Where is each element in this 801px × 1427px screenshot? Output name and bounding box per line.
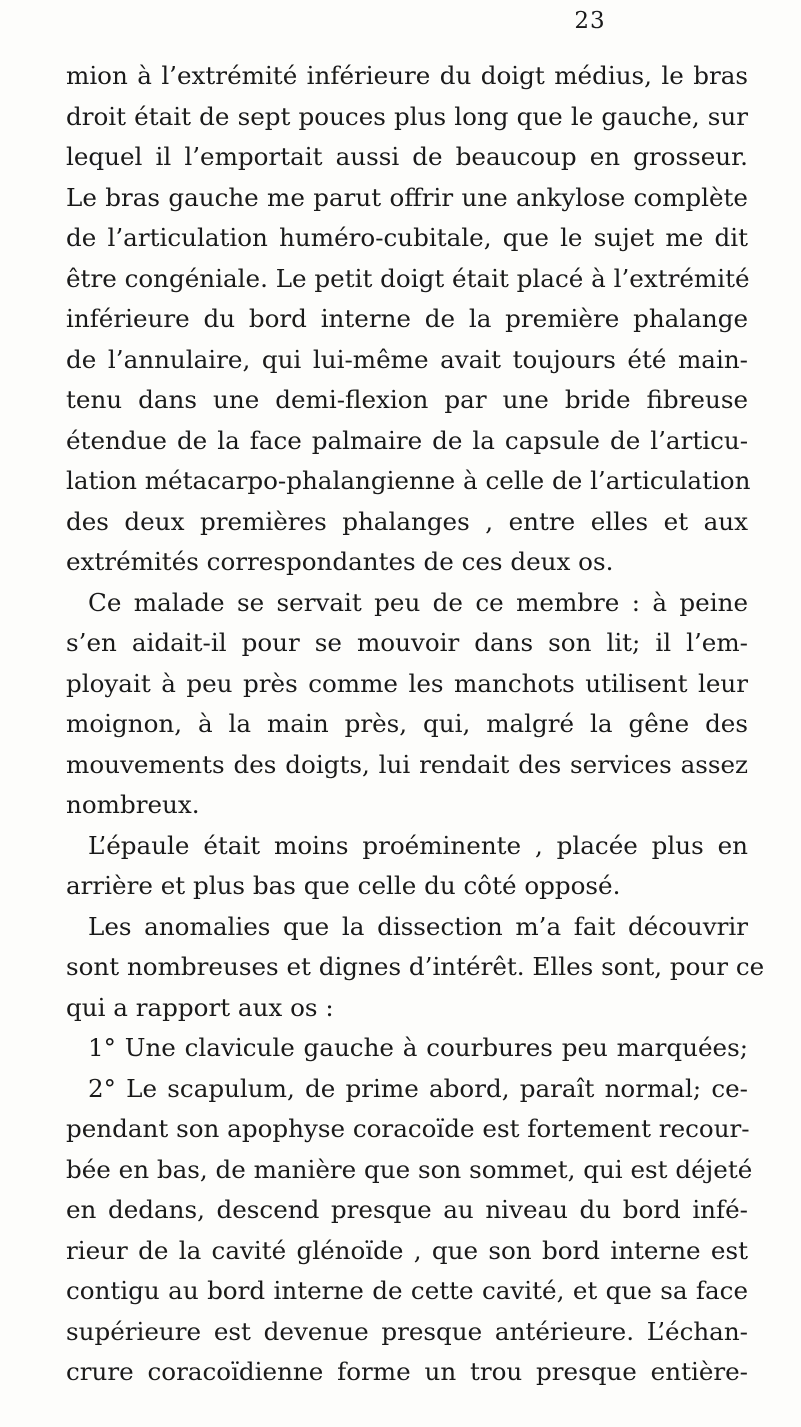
text-line: extrémités correspondantes de ces deux os. <box>66 547 614 576</box>
text-line: lation métacarpo-phalangienne à celle de l’articulation <box>66 466 751 495</box>
text-line: en dedans, descend presque au niveau du bord infé- <box>66 1195 748 1224</box>
text-line: supérieure est devenue presque antérieure. L’échan- <box>66 1316 748 1346</box>
text-line: 2° Le scapulum, de prime abord, paraît normal; ce- <box>88 1073 748 1103</box>
page-number: 23 <box>574 8 606 34</box>
text-line: sont nombreuses et dignes d’intérêt. Elles sont, pour ce <box>66 952 765 981</box>
text-line: étendue de la face palmaire de la capsule de l’articu- <box>66 425 748 455</box>
text-line: ployait à peu près comme les manchots utilisent leur <box>66 668 748 698</box>
text-line: bée en bas, de manière que son sommet, qui est déjeté <box>66 1154 753 1184</box>
text-line: Ce malade se servait peu de ce membre : à peine <box>88 587 748 617</box>
text-line: crure coracoïdienne forme un trou presque entière- <box>66 1357 748 1386</box>
text-line: tenu dans une demi-flexion par une bride fibreuse <box>66 385 748 414</box>
text-line: moignon, à la main près, qui, malgré la gêne des <box>66 709 748 738</box>
text-line: de l’articulation huméro-cubitale, que le sujet me dit <box>66 223 748 252</box>
text-line: Le bras gauche me parut offrir une ankylose complète <box>66 182 748 212</box>
text-line: contigu au bord interne de cette cavité, et que sa face <box>66 1276 748 1305</box>
text-line: droit était de sept pouces plus long que le gauche, sur <box>66 101 748 131</box>
text-line: s’en aidait-il pour se mouvoir dans son lit; il l’em- <box>66 628 748 657</box>
text-line: mion à l’extrémité inférieure du doigt médius, le bras <box>66 61 748 90</box>
text-line: rieur de la cavité glénoïde , que son bord interne est <box>66 1235 748 1265</box>
text-line: 1° Une clavicule gauche à courbures peu marquées; <box>88 1033 748 1062</box>
text-line: lequel il l’emportait aussi de beaucoup en grosseur. <box>66 142 748 171</box>
text-line: nombreux. <box>66 790 200 819</box>
text-line: arrière et plus bas que celle du côté opposé. <box>66 871 621 900</box>
text-line: des deux premières phalanges , entre elles et aux <box>66 506 748 536</box>
text-line: qui a rapport aux os : <box>66 992 334 1022</box>
text-line: pendant son apophyse coracoïde est fortement recour- <box>66 1114 750 1143</box>
body-text <box>66 56 765 1393</box>
text-line: inférieure du bord interne de la première phalange <box>66 304 748 333</box>
text-line: L’épaule était moins proéminente , placée plus en <box>88 830 748 860</box>
text-line: être congéniale. Le petit doigt était placé à l’extrémité <box>66 263 750 293</box>
text-line: Les anomalies que la dissection m’a fait découvrir <box>88 911 748 941</box>
text-line: de l’annulaire, qui lui-même avait toujours été main- <box>66 344 748 374</box>
text-line: mouvements des doigts, lui rendait des services assez <box>66 749 748 779</box>
